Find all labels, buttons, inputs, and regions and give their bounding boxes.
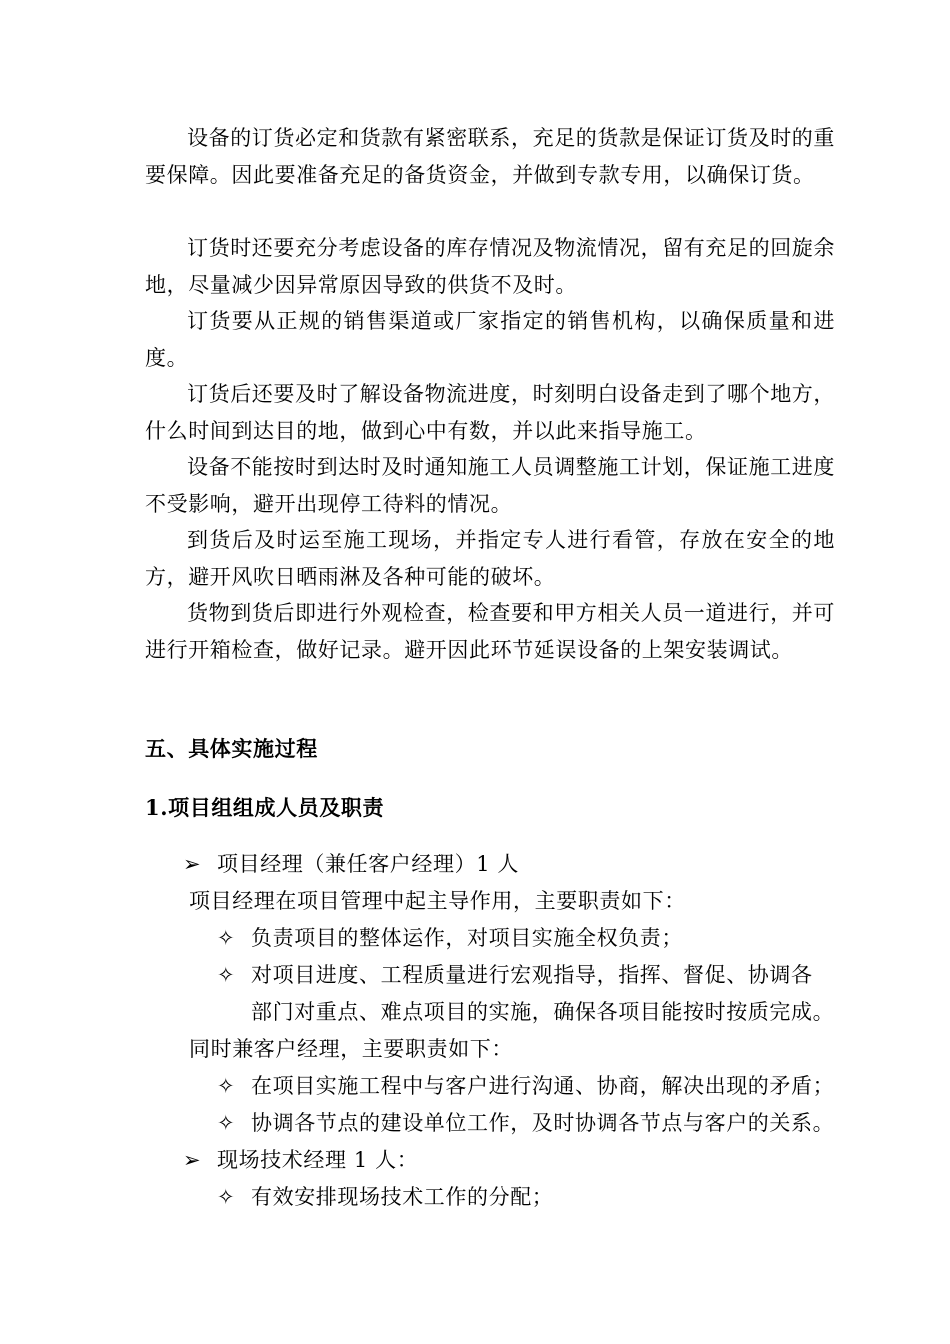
duty-text: 负责项目的整体运作，对项目实施全权负责；	[251, 926, 683, 950]
star-bullet-icon: ✧	[217, 926, 236, 950]
role-intro: 项目经理在项目管理中起主导作用，主要职责如下：	[189, 889, 686, 913]
star-bullet-icon: ✧	[217, 1074, 236, 1098]
client-manager-intro: 同时兼客户经理，主要职责如下：	[189, 1037, 513, 1061]
duty-item	[217, 957, 813, 994]
duty-text: 有效安排现场技术工作的分配；	[251, 1185, 554, 1209]
role-title: 项目经理（兼任客户经理）1 人	[217, 852, 520, 876]
star-bullet-icon: ✧	[217, 1185, 236, 1209]
section-heading: 五、具体实施过程	[145, 736, 318, 761]
paragraph-payment: 设备的订货必定和货款有紧密联系，充足的货款是保证订货及时的重要保障。因此要准备充足的备货资金，并做到专款专用，以确保订货。	[145, 126, 835, 187]
paragraph-logistics: 订货后还要及时了解设备物流进度，时刻明白设备走到了哪个地方，什么时间到达目的地，做到心中有数，并以此来指导施工。	[145, 382, 835, 443]
arrow-bullet-icon: ➢	[183, 1148, 202, 1172]
star-bullet-icon: ✧	[217, 1111, 236, 1135]
role-item-tech-manager	[183, 1142, 418, 1179]
paragraph-delay: 设备不能按时到达时及时通知施工人员调整施工计划，保证施工进度不受影响，避开出现停工待料的情况。	[145, 455, 835, 516]
subsection-heading: 1.项目组组成人员及职责	[145, 795, 385, 820]
paragraph-inspection: 货物到货后即进行外观检查，检查要和甲方相关人员一道进行，并可进行开箱检查，做好记录。避开因此环节延误设备的上架安装调试。	[145, 601, 835, 662]
star-bullet-icon: ✧	[217, 963, 236, 987]
duty-item	[217, 1179, 553, 1216]
paragraph-inventory: 订货时还要充分考虑设备的库存情况及物流情况，留有充足的回旋余地，尽量减少因异常原因导致的供货不及时。	[145, 236, 835, 297]
duty-text: 协调各节点的建设单位工作，及时协调各节点与客户的关系。	[251, 1111, 835, 1135]
arrow-bullet-icon: ➢	[183, 852, 202, 876]
duty-item	[217, 920, 683, 957]
role-title: 现场技术经理 1 人：	[217, 1148, 419, 1172]
paragraph-channel: 订货要从正规的销售渠道或厂家指定的销售机构，以确保质量和进度。	[145, 309, 835, 370]
paragraph-storage: 到货后及时运至施工现场，并指定专人进行看管，存放在安全的地方，避开风吹日晒雨淋及各种可能的破坏。	[145, 528, 835, 589]
duty-text-line-2: 部门对重点、难点项目的实施，确保各项目能按时按质完成。	[251, 1000, 835, 1024]
duty-item	[217, 1068, 834, 1105]
role-item-project-manager	[183, 846, 519, 883]
duty-item	[217, 1105, 834, 1142]
duty-text-line-1: 对项目进度、工程质量进行宏观指导，指挥、督促、协调各	[251, 963, 813, 987]
duty-text: 在项目实施工程中与客户进行沟通、协商，解决出现的矛盾；	[251, 1074, 835, 1098]
